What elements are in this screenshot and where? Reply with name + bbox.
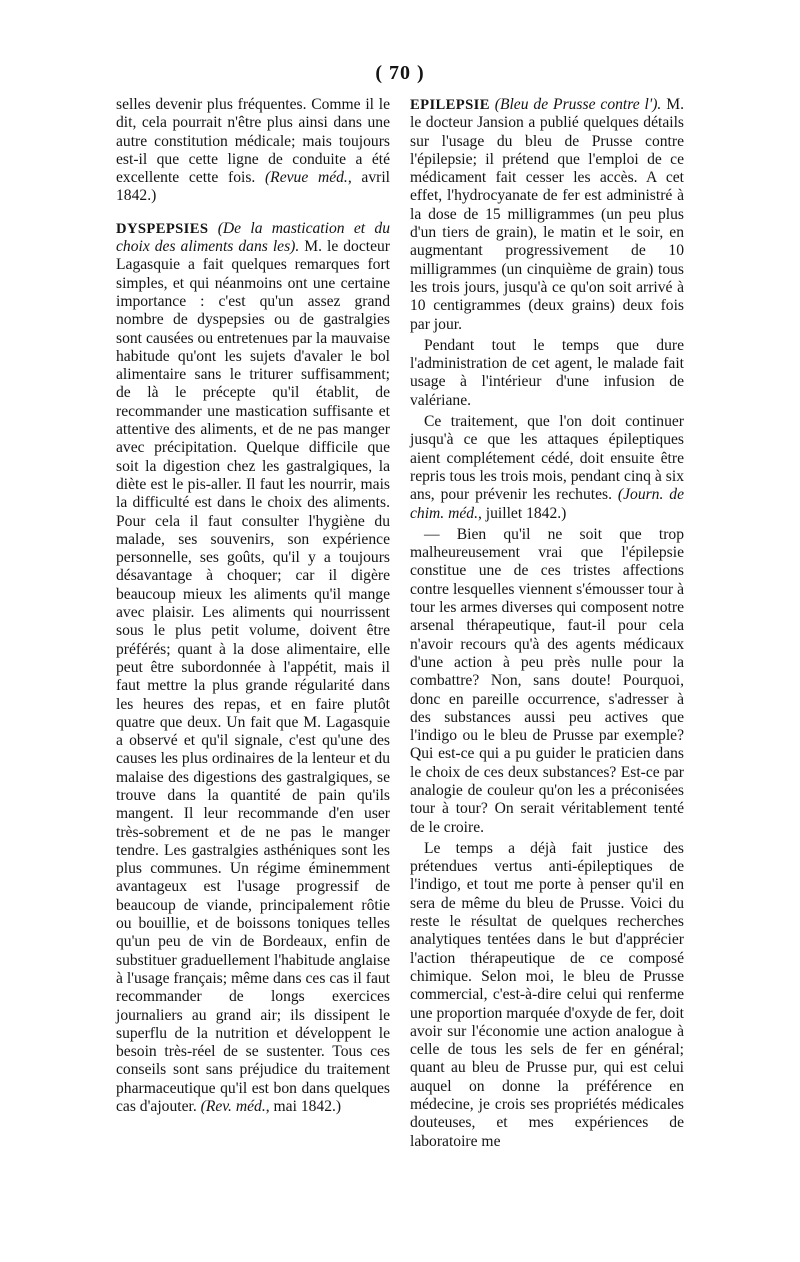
left-paragraph-1-reference-date: , avril 1842.): [116, 169, 390, 205]
right-paragraph-5: Le temps a déjà fait justice des prétendues vertus anti-épileptiques de l'indigo, et tout me porte à penser qu'il en sera de même du bleu de Prusse. Voici du reste le résultat de quelques recherches analytiques tentées dans le but d'apprécier l'action thérapeutique de ce composé chimique. Selon moi, le bleu de Prusse commercial, c'est-à-dire celui qui renferme une proportion marquée d'oxyde de fer, doit avoir sur l'économie une action analogue à celle de tous les sels de fer en général; quant au bleu de Prusse pur, qui est celui auquel on donne la préférence en médecine, je crois ses propriétés médicales douteuses, et mes expériences de laboratoire me: [410, 839, 684, 1150]
section-heading-epilepsie: EPILEPSIE: [410, 97, 490, 113]
section-epilepsie: [410, 96, 684, 334]
left-column: [116, 96, 390, 1116]
right-paragraph-3-reference-date: , juillet 1842.): [478, 504, 567, 522]
section-body-dyspepsies: M. le docteur Lagasquie a fait quelques remarques fort simples, et qui néanmoins ont une certaine importance : c'est qu'un assez grand nombre de dyspepsies ou de gastralgies sont causées ou entretenues par la mauvaise habitude qu'ont les sujets d'avaler le bol alimentaire sans le triturer suffisamment; de là le précepte qu'il établit, de recommander une mastication suffisante et attentive des aliments, et de ne pas manger avec précipitation. Quelque difficile que soit la digestion chez les gastralgiques, la diète est le pis-aller. Il faut les nourrir, mais la difficulté est dans le choix des aliments. Pour cela il faut consulter l'hygiène du malade, ses souvenirs, son expérience personnelle, ses goûts, qu'il y a toujours désavantage à choquer; car il digère beaucoup mieux les aliments qu'il mange avec plaisir. Les aliments qui nourrissent sous le plus petit volume, doivent être préférés; quant à la dose alimentaire, elle peut être subordonnée à l'appétit, mais il faut mettre la plus grande régularité dans les heures des repas, et en faire plutôt quatre que deux. Un fait que M. Lagasquie a observé et qu'il signale, c'est qu'une des causes les plus ordinaires de la lenteur et du malaise des digestions des gastralgiques, se trouve dans la quantité de pain qu'ils mangent. Il leur recommande d'en user très-sobrement et de ne pas le manger tendre. Les gastralgies asthéniques sont les plus communes. Un régime éminemment avantageux est l'usage progressif de beaucoup de viande, principalement rôtie ou bouillie, et de boissons toniques telles qu'un peu de vin de Bordeaux, enfin de substituer graduellement l'habitude anglaise à l'usage français; même dans ces cas il faut recommander de longs exercices journaliers au grand air; ils dissipent le superflu de la nutrition et développent le besoin très-réel de se sustenter. Tous ces conseils sont sans préjudice du traitement pharmaceutique qu'il est bon dans quelques cas d'ajouter.: [116, 238, 390, 1116]
right-paragraph-3-text: Ce traitement, que l'on doit continuer jusqu'à ce que les attaques épileptiques aient complétement cédé, doit ensuite être repris tous les trois mois, pendant cinq à six ans, pour prévenir les rechutes.: [410, 413, 684, 504]
left-paragraph-1-text: selles devenir plus fréquentes. Comme il le dit, cela pourrait n'être plus ainsi dans une autre constitution médicale; mais toujours est-il que cette ligne de conduite a été excellente cette fois.: [116, 96, 390, 187]
page-number: ( 70 ): [375, 62, 425, 84]
right-column: [410, 96, 684, 1151]
section-reference-date-dyspepsies: , mai 1842.): [265, 1098, 342, 1116]
right-paragraph-1-text: M. le docteur Jansion a publié quelques détails sur l'usage du bleu de Prusse contre l'épilepsie; il prétend que l'emploi de ce médicament fait cesser les accès. A cet effet, l'hydrocyanate de fer est administré à la dose de 15 milligrammes (un peu plus d'un tiers de grain), le matin et le soir, en augmentant progressivement de 10 milligrammes (un cinquième de grain) tous les trois jours, jusqu'à ce qu'on soit arrivé à 10 centigrammes (deux grains) deux fois par jour.: [410, 96, 684, 333]
right-paragraph-4: — Bien qu'il ne soit que trop malheureusement vrai que l'épilepsie constitue une de ces tristes affections contre lesquelles viennent s'émousser tour à tour les armes diverses qui composent notre arsenal thérapeutique, faut-il pour cela n'avoir recours qu'à des agents médicaux d'une action à peu près nulle pour la combattre? Non, sans doute! Pourquoi, donc en pareille occurrence, s'adresser à des substances aussi peu actives que l'indigo ou le bleu de Prusse par exemple? Qui est-ce qui a pu guider le praticien dans le choix de ces deux substances? Est-ce par analogie de couleur qu'on les a préconisées tour à tour? On serait véritablement tenté de le croire.: [410, 525, 684, 836]
section-reference-dyspepsies: (Rev. méd.: [200, 1098, 266, 1116]
section-subtitle-epilepsie: (Bleu de Prusse contre l').: [494, 96, 662, 113]
right-paragraph-2: Pendant tout le temps que dure l'administration de cet agent, le malade fait usage à l'intérieur d'une infusion de valériane.: [410, 336, 684, 409]
section-dyspepsies: [116, 220, 390, 1117]
right-paragraph-3-reference: (Journ. de chim. méd.: [410, 486, 684, 522]
section-subtitle-dyspepsies: (De la mastication et du choix des aliments dans les).: [116, 219, 390, 256]
right-paragraph-3: [410, 413, 684, 523]
section-heading-dyspepsies: DYSPEPSIES: [116, 220, 209, 237]
left-paragraph-1: [116, 96, 390, 206]
left-paragraph-1-reference: (Revue méd.: [264, 169, 348, 187]
